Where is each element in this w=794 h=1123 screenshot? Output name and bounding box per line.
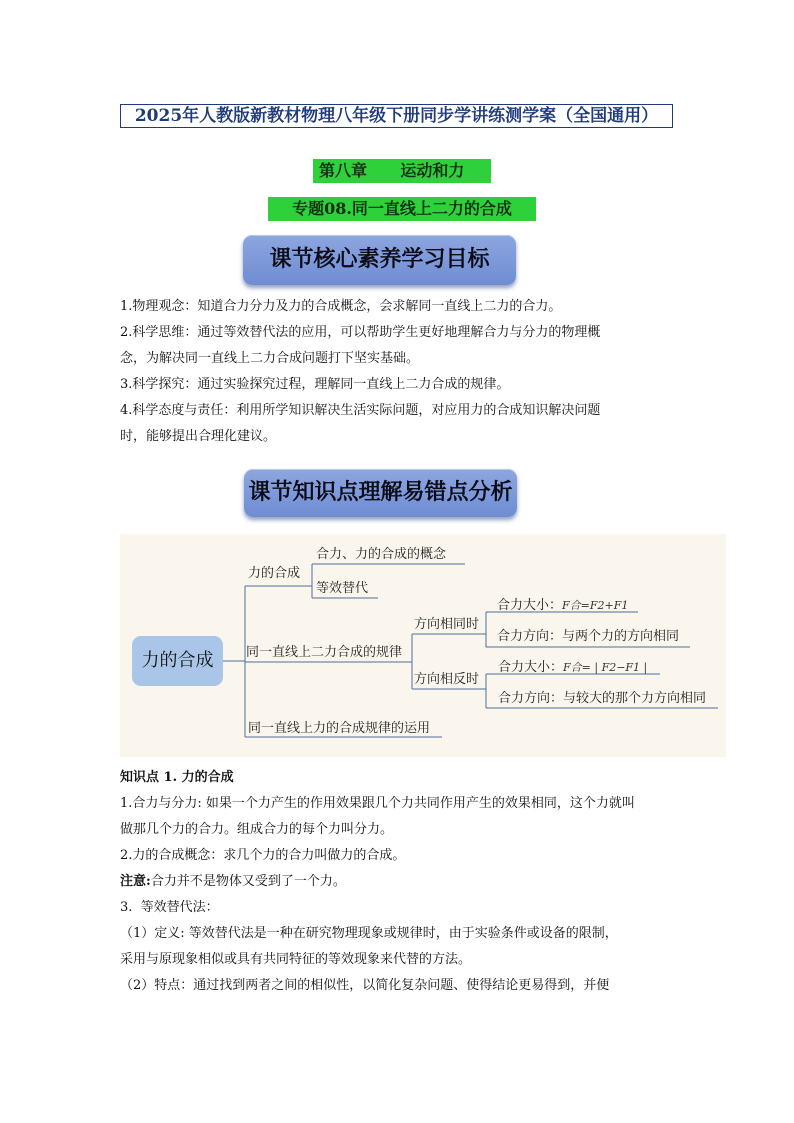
analysis-banner: 课节知识点理解易错点分析 xyxy=(244,469,517,517)
node-same-size xyxy=(497,597,628,615)
goal-line: 念，为解决同一直线上二力合成问题打下坚实基础。 xyxy=(120,351,420,366)
knowledge-line: 1.合力与分力: 如果一个力产生的作用效果跟几个力共同作用产生的效果相同，这个力就叫 xyxy=(120,796,635,811)
knowledge-line: （1）定义: 等效替代法是一种在研究物理现象或规律时，由于实验条件或设备的限制， xyxy=(120,926,618,941)
knowledge-line: （2）特点：通过找到两者之间的相似性，以简化复杂问题、使得结论更易得到，并便 xyxy=(120,978,610,993)
goal-line: 4.科学态度与责任：利用所学知识解决生活实际问题，对应用力的合成知识解决问题 xyxy=(120,403,601,418)
node-opp-dir-result: 合力方向：与较大的那个力方向相同 xyxy=(498,691,707,706)
node-opp-size xyxy=(498,659,647,677)
goal-line: 1.物理观念：知道合力分力及力的合成概念，会求解同一直线上二力的合力。 xyxy=(120,299,562,314)
knowledge-line: 采用与原现象相似或具有共同特征的等效现象来代替的方法。 xyxy=(120,952,472,967)
chapter-heading: 第八章 运动和力 xyxy=(313,159,491,183)
same-size-label: 合力大小： xyxy=(497,598,563,613)
topic-heading: 专题08.同一直线上二力的合成 xyxy=(268,197,536,221)
goal-line: 2.科学思维：通过等效替代法的应用，可以帮助学生更好地理解合力与分力的物理概 xyxy=(120,325,601,340)
knowledge-heading: 知识点 1. 力的合成 xyxy=(120,770,234,785)
mind-map xyxy=(120,534,726,757)
opp-size-label: 合力大小： xyxy=(498,660,564,675)
branch-composition: 力的合成 xyxy=(248,566,301,581)
knowledge-line: 3. 等效替代法： xyxy=(120,900,219,915)
node-same-dir-result: 合力方向：与两个力的方向相同 xyxy=(497,629,680,644)
branch-application: 同一直线上力的合成规律的运用 xyxy=(248,721,431,736)
goals-banner: 课节核心素养学习目标 xyxy=(243,235,516,285)
goals-list xyxy=(120,294,680,450)
knowledge-line: 2.力的合成概念：求几个力的合力叫做力的合成。 xyxy=(120,848,406,863)
note-line xyxy=(120,869,680,895)
opp-size-formula: F合= | F2−F1 | xyxy=(563,661,648,674)
node-same-direction: 方向相同时 xyxy=(414,617,480,632)
goal-line: 3.科学探究：通过实验探究过程，理解同一直线上二力合成的规律。 xyxy=(120,377,510,392)
branch-rules: 同一直线上二力合成的规律 xyxy=(246,645,403,660)
knowledge-line: 做那几个力的合力。组成合力的每个力叫分力。 xyxy=(120,822,394,837)
mind-map-root: 力的合成 xyxy=(132,636,223,686)
document-title: 2025年人教版新教材物理八年级下册同步学讲练测学案（全国通用） xyxy=(120,104,673,128)
node-equivalent: 等效替代 xyxy=(316,581,369,596)
node-opposite-direction: 方向相反时 xyxy=(414,672,480,687)
knowledge-section xyxy=(120,765,680,999)
node-concept: 合力、力的合成的概念 xyxy=(316,547,447,562)
note-label: 注意: xyxy=(120,874,151,889)
same-size-formula: F合=F2+F1 xyxy=(562,599,629,612)
goal-line: 时，能够提出合理化建议。 xyxy=(120,429,277,444)
note-text: 合力并不是物体又受到了一个力。 xyxy=(150,874,346,889)
